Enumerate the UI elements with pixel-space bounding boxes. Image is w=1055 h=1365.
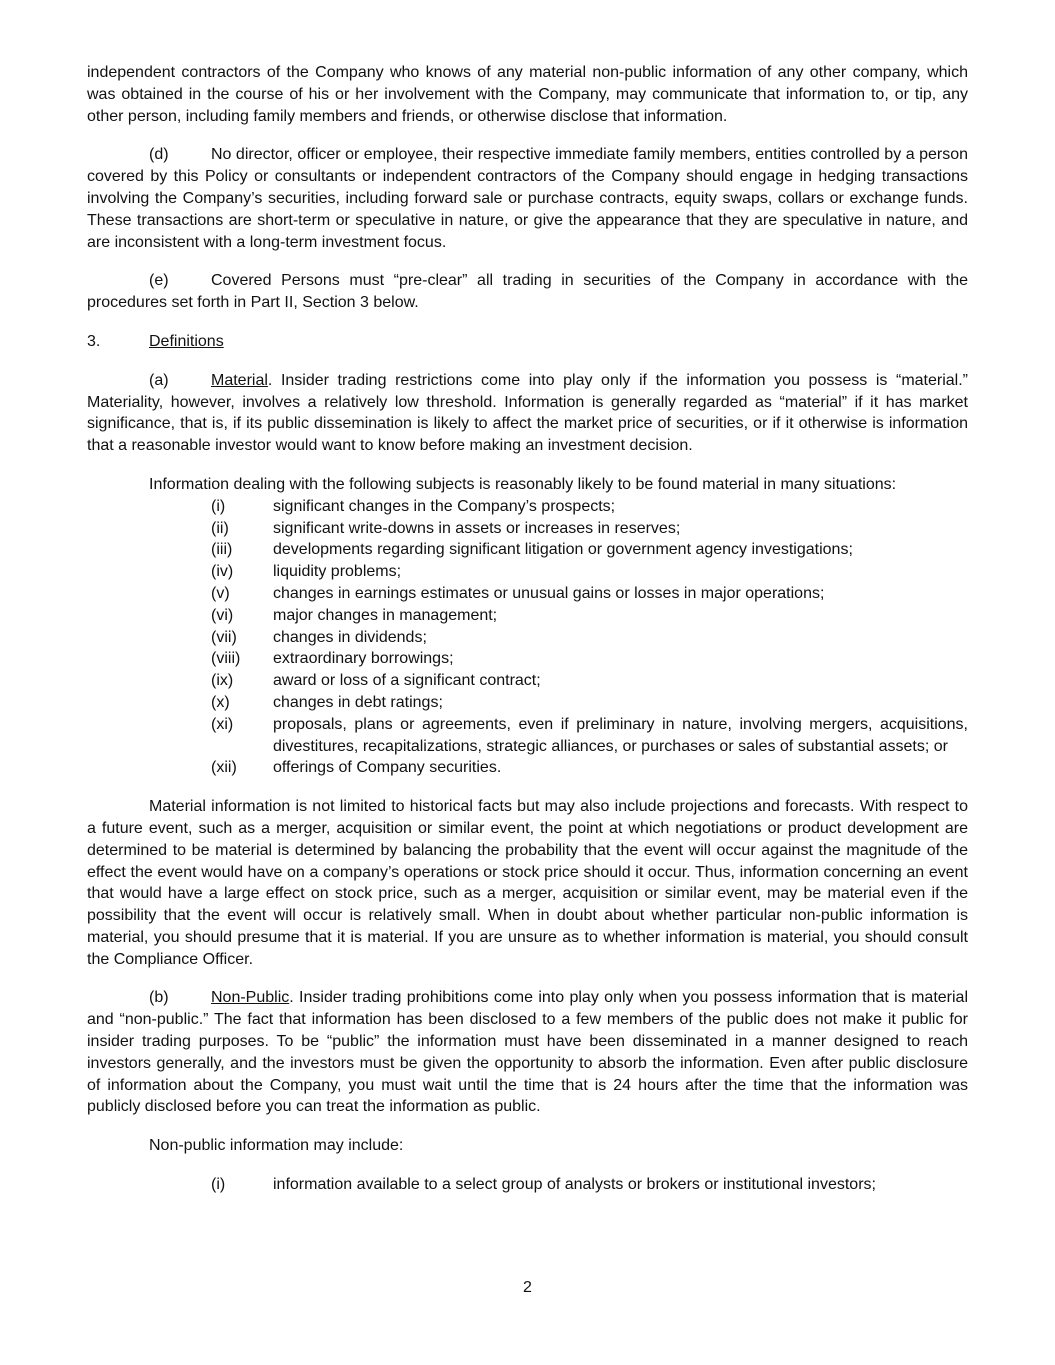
list-item xyxy=(211,714,968,758)
list-item-number: (xi) xyxy=(211,715,234,733)
non-public-intro: Non-public information may include: xyxy=(149,1137,404,1155)
list-item xyxy=(211,561,968,583)
section-heading-definitions xyxy=(87,331,968,353)
list-item-number: (xii) xyxy=(211,759,237,777)
paragraph-a-label: (a) xyxy=(149,371,169,389)
paragraph-a-text: . Insider trading restrictions come into play only if the information you possess is “material.” Materiality, however, involves a relatively low threshold. Information is generally regarded as “material” if it has market significance, that is, if its public dissemination is likely to affect the market price of securities, or if it otherwise is information that a reasonable investor would want to know before making an investment decision. xyxy=(87,371,968,455)
list-item-number: (vi) xyxy=(211,606,234,624)
list-item xyxy=(211,627,968,649)
list-item-text: significant write-downs in assets or increases in reserves; xyxy=(273,519,681,537)
subjects-intro: Information dealing with the following subjects is reasonably likely to be found material in many situations: xyxy=(149,475,897,493)
list-item-text: proposals, plans or agreements, even if preliminary in nature, involving mergers, acquisitions, divestitures, recapitalizations, strategic alliances, or purchases or sales of substantial assets; or xyxy=(273,715,968,755)
list-item-text: liquidity problems; xyxy=(273,563,402,581)
paragraph-e xyxy=(87,270,968,314)
paragraph-d xyxy=(87,144,968,253)
list-item xyxy=(211,648,968,670)
paragraph-b-non-public xyxy=(87,987,968,1118)
list-item xyxy=(211,496,968,518)
non-public-info-list xyxy=(211,1174,968,1196)
paragraph-b-term: Non-Public xyxy=(211,989,290,1007)
list-item-number: (v) xyxy=(211,584,230,602)
list-item-number: (ii) xyxy=(211,519,229,537)
list-item-text: award or loss of a significant contract; xyxy=(273,672,541,690)
paragraph-c-continued: independent contractors of the Company who knows of any material non-public information of any other company, which was obtained in the course of his or her involvement with the Company, may communicate that information to, or tip, any other person, including family members and friends, or otherwise disclose that information. xyxy=(87,64,968,125)
paragraph-a-term: Material xyxy=(211,371,268,389)
list-item-number: (vii) xyxy=(211,628,237,646)
paragraph-e-text: Covered Persons must “pre-clear” all trading in securities of the Company in accordance with the procedures set forth in Part II, Section 3 below. xyxy=(87,272,968,312)
section-number: 3. xyxy=(87,332,101,350)
paragraph-b-label: (b) xyxy=(149,989,169,1007)
section-title: Definitions xyxy=(149,332,224,350)
paragraph-a-material xyxy=(87,370,968,457)
list-item-text: significant changes in the Company’s prospects; xyxy=(273,497,616,515)
list-item-number: (i) xyxy=(211,1176,226,1194)
list-item-number: (iii) xyxy=(211,541,233,559)
list-item xyxy=(211,583,968,605)
list-item-number: (x) xyxy=(211,693,230,711)
list-item xyxy=(211,605,968,627)
list-item xyxy=(211,518,968,540)
paragraph-d-text: No director, officer or employee, their respective immediate family members, entities controlled by a person covered by this Policy or consultants or independent contractors of the Company should engage in hedging transactions involving the Company’s securities, including forward sale or purchase contracts, equity swaps, collars or exchange funds. These transactions are short-term or speculative in nature, or give the appearance that they are speculative in nature, and are inconsistent with a long-term investment focus. xyxy=(87,146,968,251)
list-item-text: changes in earnings estimates or unusual gains or losses in major operations; xyxy=(273,584,825,602)
list-item-text: major changes in management; xyxy=(273,606,498,624)
list-item-text: extraordinary borrowings; xyxy=(273,650,454,668)
list-item-text: changes in debt ratings; xyxy=(273,693,443,711)
material-information-paragraph: Material information is not limited to historical facts but may also include projections and forecasts. With respect to a future event, such as a merger, acquisition or similar event, the point at which negotiations or product development are determined to be material is determined by balancing the probability that the event will occur against the magnitude of the effect the event would have on a company’s operations or stock price should it occur. Thus, information concerning an event that would have a large effect on stock price, such as a merger, acquisition or similar event, may be material even if the possibility that the event will occur is relatively small. When in doubt about whether particular non-public information is material, you should presume that it is material. If you are unsure as to whether information is material, you should consult the Compliance Officer. xyxy=(87,798,968,968)
list-item-text: developments regarding significant litigation or government agency investigations; xyxy=(273,541,853,559)
list-item xyxy=(211,757,968,779)
list-item-text: changes in dividends; xyxy=(273,628,427,646)
list-item-text: offerings of Company securities. xyxy=(273,759,502,777)
page-body xyxy=(87,62,968,1196)
list-item-number: (iv) xyxy=(211,563,234,581)
paragraph-b-text: . Insider trading prohibitions come into play only when you possess information that is material and “non-public.” The fact that information has been disclosed to a few members of the public does not make it public for insider trading purposes. To be “public” the information must have been disseminated in a manner designed to reach investors generally, and the investors must be given the opportunity to absorb the information. Even after public disclosure of information about the Company, you must wait until the time that is 24 hours after the time that the information was publicly disclosed before you can treat the information as public. xyxy=(87,989,968,1116)
list-item-number: (i) xyxy=(211,497,226,515)
paragraph-e-label: (e) xyxy=(149,272,169,290)
list-item-number: (viii) xyxy=(211,650,241,668)
list-item-text: information available to a select group of analysts or brokers or institutional investors; xyxy=(273,1176,876,1194)
list-item xyxy=(211,670,968,692)
material-subjects-list xyxy=(211,496,968,779)
list-item xyxy=(211,539,968,561)
list-item xyxy=(211,692,968,714)
paragraph-d-label: (d) xyxy=(149,146,169,164)
list-item-number: (ix) xyxy=(211,672,234,690)
page-number: 2 xyxy=(523,1279,532,1296)
list-item xyxy=(211,1174,968,1196)
